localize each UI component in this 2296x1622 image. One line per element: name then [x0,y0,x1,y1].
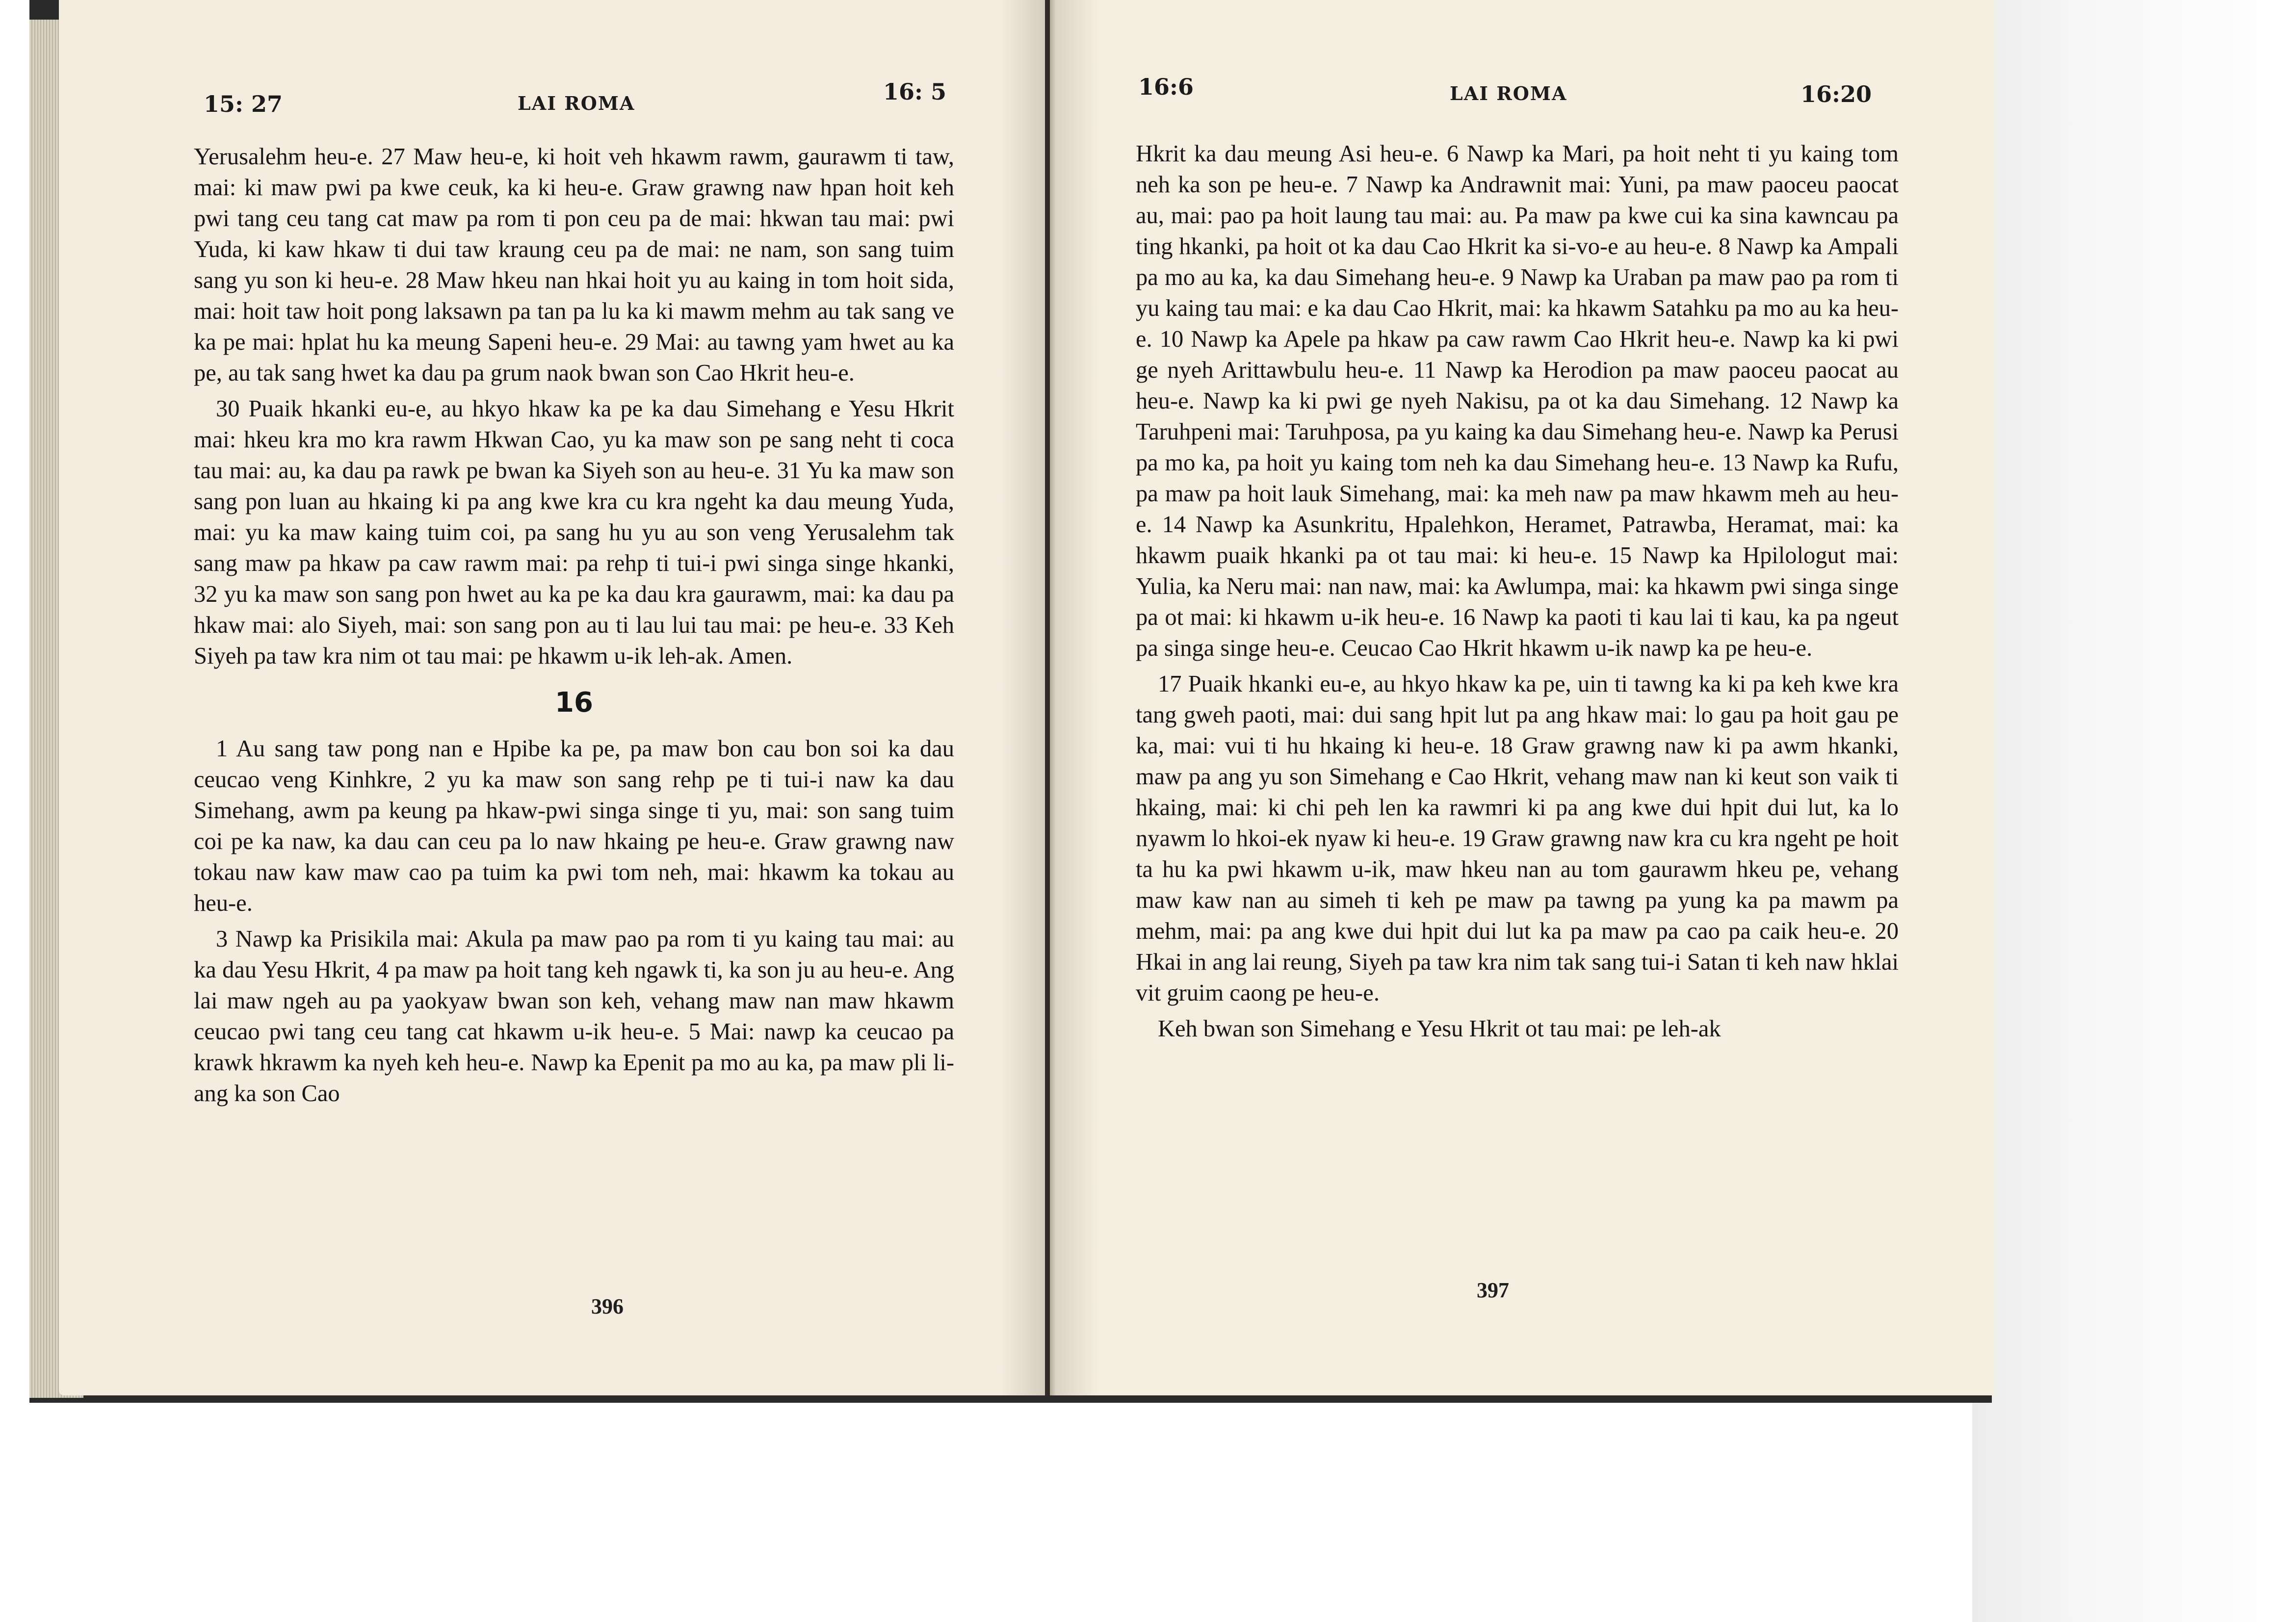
paragraph: 30 Puaik hkanki eu-e, au hkyo hkaw ka pe ka dau Simehang e Yesu Hkrit mai: hkeu kra mo kra rawm Hkwan Cao, yu ka maw son pe sang neht ti coca tau mai: au, ka dau pa rawk pe bwan ka Siyeh son au heu-e. 31 Yu ka maw son sang pon luan au hkaing ki pa ang kwe kra cu kra ngeht ka dau meung Yuda, mai: yu ka maw kaing tuim coi, pa sang hu yu au son veng Yerusalehm tak sang maw pa hkaw pa caw rawm mai: pa rehp ti tui-i pwi singa singe hkanki, 32 yu ka maw son sang pon hwet au ka pe ka dau kra gaurawm, mai: ka dau pa hkaw mai: alo Siyeh, mai: son sang pon au ti lau lui tau mai: pe heu-e. 33 Keh Siyeh pa taw kra nim ot tau mai: pe hkawm u-ik leh-ak. Amen. [194,396,954,669]
right-text-block [1136,138,1899,1044]
left-header-ref-start: 15: 27 [204,91,283,117]
paragraph: 1 Au sang taw pong nan e Hpibe ka pe, pa maw bon cau bon soi ka dau ceucao veng Kinhkre, 2 yu ka maw son sang rehp pe ti tui-i naw ka dau Simehang, awm pa keung pa hkaw-pwi singa singe ti yu, mai: son sang tuim coi pe ka naw, ka dau can ceu pa lo naw hkaing pe heu-e. Graw grawng naw tokau naw kaw maw cao pa tuim ka pwi tom neh, mai: hkawm ka tokau au heu-e. [194,736,954,916]
chapter-number: 16 [555,687,593,719]
right-header-ref-start: 16:6 [1138,74,1194,100]
left-text-block [194,141,954,1109]
paragraph: Yerusalehm heu-e. 27 Maw heu-e, ki hoit veh hkawm rawm, gaurawm ti taw, mai: ki maw pwi pa kwe ceuk, ka ki heu-e. Graw grawng naw hpan hoit keh pwi tang ceu tang cat maw pa rom ti pon ceu pa de mai: hkwan tau mai: pwi Yuda, ki kaw hkaw ti dui taw kraung ceu pa de mai: ne nam, son sang tuim sang yu son ki heu-e. 28 Maw hkeu nan hkai hoit yu au kaing in tom hoit sida, mai: hoit taw hoit pong laksawn pa tan pa lu ka ki mawm mehm au tak sang ve ka pe mai: hplat hu ka meung Sapeni heu-e. 29 Mai: au tawng yam hwet au ka pe, au tak sang hwet ka dau pa grum naok bwan son Cao Hkrit heu-e. [194,144,954,386]
right-header-ref-end: 16:20 [1800,81,1872,107]
book-gutter [1001,0,1099,1395]
left-header-title: LAI ROMA [518,92,635,114]
paragraph: 3 Nawp ka Prisikila mai: Akula pa maw pao pa rom ti yu kaing tau mai: au ka dau Yesu Hkrit, 4 pa maw pa hoit tang keh ngawk ti, ka son ju au heu-e. Ang lai maw ngeh au pa yaokyaw bwan son keh, vehang maw nan maw hkawm ceucao pwi tang ceu tang cat hkawm u-ik heu-e. 5 Mai: nawp ka ceucao pa krawk hkrawm ka nyeh keh heu-e. Nawp ka Epenit pa mo au ka, pa maw pli li-ang ka son Cao [194,926,954,1107]
paragraph: Hkrit ka dau meung Asi heu-e. 6 Nawp ka Mari, pa hoit neht ti yu kaing tom neh ka son pe heu-e. 7 Nawp ka Andrawnit mai: Yuni, pa maw paoceu paocat au, mai: pao pa hoit laung tau mai: au. Pa maw pa kwe cui ka sina kawncau pa ting hkanki, pa hoit ot ka dau Cao Hkrit ka si-vo-e au heu-e. 8 Nawp ka Ampali pa mo au ka, ka dau Simehang heu-e. 9 Nawp ka Uraban pa maw pao pa rom ti yu kaing tau mai: e ka dau Cao Hkrit, mai: ka hkawm Satahku pa mo au ka heu-e. 10 Nawp ka Apele pa hkaw pa caw rawm Cao Hkrit heu-e. Nawp ka ki pwi ge nyeh Arittawbulu heu-e. 11 Nawp ka Herodion pa maw paoceu paocat au heu-e. Nawp ka ki pwi ge nyeh Nakisu, pa ot ka dau Simehang. 12 Nawp ka Taruhpeni mai: Taruhposa, pa yu kaing ka dau Simehang heu-e. Nawp ka Perusi pa mo ka, pa hoit yu kaing tom neh ka dau Simehang heu-e. 13 Nawp ka Rufu, pa maw pa hoit lauk Simehang, mai: ka meh naw pa maw hkawm meh au heu-e. 14 Nawp ka Asunkritu, Hpalehkon, Heramet, Patrawba, Heramat, mai: ka hkawm puaik hkanki pa ot tau mai: ki heu-e. 15 Nawp ka Hpilologut mai: Yulia, ka Neru mai: nan naw, mai: ka Awlumpa, mai: ka hkawm pwi singa singe pa ot mai: ki hkawm u-ik heu-e. 16 Nawp ka paoti ti kau lai ti kau, ka pa ngeut pa singa singe heu-e. Ceucao Cao Hkrit hkawm u-ik nawp ka pe heu-e. [1136,141,1899,661]
right-header-title: LAI ROMA [1450,82,1567,104]
left-header-ref-end: 16: 5 [883,78,947,105]
paragraph: Keh bwan son Simehang e Yesu Hkrit ot tau mai: pe leh-ak [1158,1016,1721,1042]
paragraph: 17 Puaik hkanki eu-e, au hkyo hkaw ka pe, uin ti tawng ka ki pa keh kwe kra tang gweh paoti, mai: dui sang hpit lut pa ang hkaw mai: lo gau pa hoit gau pe ka, mai: vui ti hu hkaing ki heu-e. 18 Graw grawng naw ki pa awm hkanki, maw pa ang yu son Simehang e Cao Hkrit, vehang maw nan ki keut son vaik ti hkaing, mai: ki chi peh len ka rawmri ki pa ang kwe dui hpit dui lut, ka lo nyawm lo hkoi-ek nyaw ki heu-e. 19 Graw grawng naw kra cu kra ngeht pe hoit ta hu ka pwi hkawm u-ik, maw hkeu nan au tom gaurawm hkeu pe, vehang maw kaw nan au simeh ti keh pe maw pa tawng pa yung ka pa mawm pa mehm, mai: pa ang kwe dui hpit dui lut ka pa maw pa cao pa caik heu-e. 20 Hkai in ang lai reung, Siyeh pa taw kra nim tak sang tui-i Satan ti keh naw hklai vit gruim caong pe heu-e. [1136,671,1899,1006]
right-page [1050,0,1994,1395]
scan-background [1972,0,2296,1622]
left-page-number: 396 [591,1294,624,1318]
right-page-number: 397 [1477,1278,1509,1302]
left-page [59,0,1045,1395]
